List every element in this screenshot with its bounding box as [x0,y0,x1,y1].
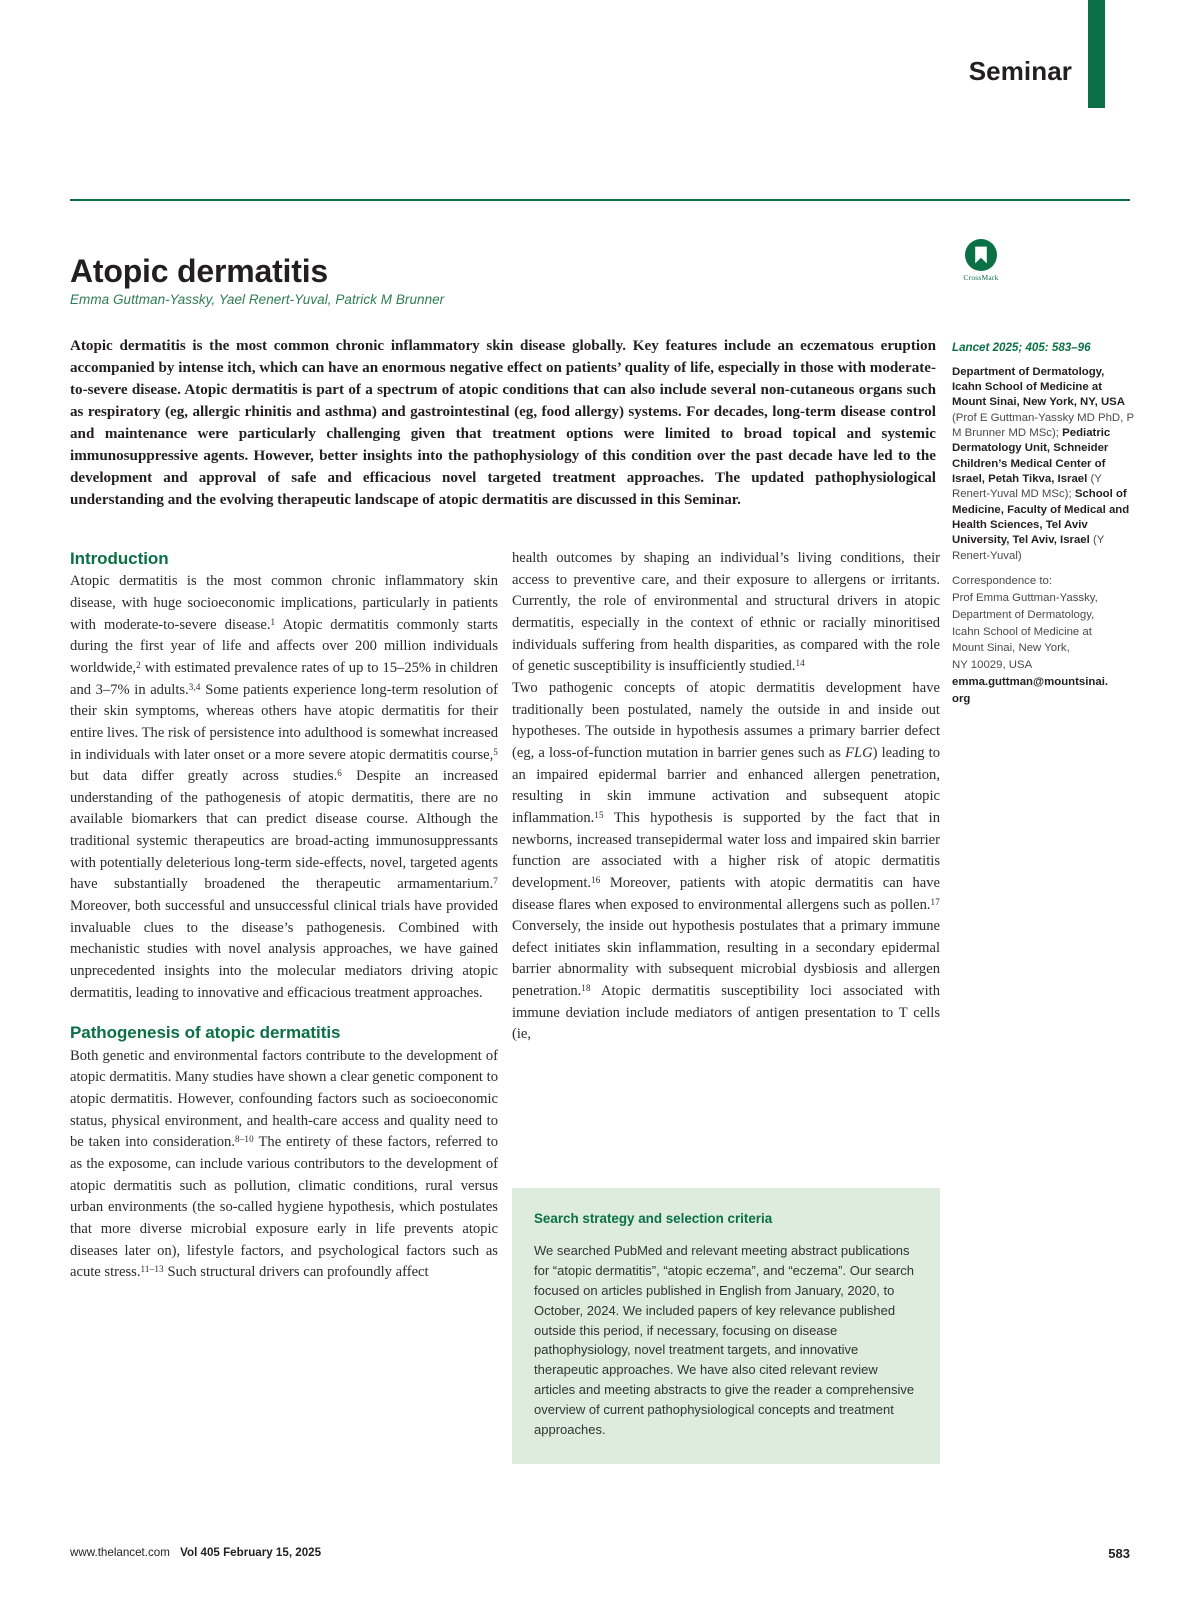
article-authors: Emma Guttman-Yassky, Yael Renert-Yuval, Patrick M Brunner [70,292,445,307]
search-strategy-text: We searched PubMed and relevant meeting abstract publications for “atopic dermatitis”, “atopic eczema”, and “eczema”. Our search focused on articles published in English from January, 2020, to October, 2024. We included papers of key relevance published outside this period, if necessary, focusing on disease pathophysiology, novel treatment targets, and innovative therapeutic approaches. We have also cited relevant review articles and meeting abstracts to give the reader a comprehensive overview of current pathophysiological concepts and treatment approaches. [534,1243,915,1437]
footer-page-number: 583 [1108,1546,1130,1561]
crossmark-badge[interactable] [952,238,1010,282]
body-column-left [70,548,498,1284]
crossmark-icon [952,238,1010,272]
header-divider-rule [70,199,1130,201]
footer-volume-date: Vol 405 February 15, 2025 [180,1546,322,1559]
running-head-label: Seminar [968,56,1072,86]
article-title: Atopic dermatitis [70,253,328,290]
paragraph-health-outcomes: health outcomes by shaping an individual’s living conditions, their access to preventive care, and their exposure to allergens or irritants. Currently, the role of environmental and structural drivers in atopic dermatitis, especially in the context of ethnic or racially minoritised individuals suffering from health disparities, as compared with the role of genetic susceptibility is insufficiently studied.$^{14}$ [512,550,940,675]
search-strategy-panel [512,1188,940,1464]
body-column-middle [512,548,940,1046]
running-head-accent-bar [1088,0,1105,108]
section-heading-pathogenesis: Pathogenesis of atopic dermatitis [70,1023,341,1043]
margin-notes-rail [952,340,1136,708]
footer-url[interactable]: www.thelancet.com [70,1546,170,1559]
journal-citation-line: Lancet 2025; 405: 583–96 [952,341,1091,354]
search-strategy-heading: Search strategy and selection criteria [534,1211,773,1226]
page-footer [70,1546,1130,1562]
running-head [0,0,1200,110]
paragraph-pathogenesis: Both genetic and environmental factors contribute to the development of atopic dermatitis. Many studies have shown a clear genetic component to atopic dermatitis. However, confounding factors such as socioeconomic status, physical environment, and health-care access and quality need to be taken into consideration.$^{8-10}$ The entirety of these factors, referred to as the exposome, can include various contributors to the development of atopic dermatitis such as pollution, climatic conditions, rural versus urban environments (the so-called hygiene hypothesis, which postulates that more diverse microbial exposure early in life prevents atopic diseases later on), lifestyle factors, and psychological factors such as acute stress.$^{11-13}$ Such structural drivers can profoundly affect [70,1047,498,1281]
paragraph-introduction: Atopic dermatitis is the most common chronic inflammatory skin disease, with huge socioeconomic implications, particularly in patients with moderate-to-severe disease.$^1$ Atopic dermatitis commonly starts during the first year of life and affects over 200 million individuals worldwide,$^2$ with estimated prevalence rates of up to 15–25% in children and 3–7% in adults.$^{3,4}$ Some patients experience long-term resolution of their skin symptoms, whereas others have atopic dermatitis for their entire lives. The risk of persistence into adulthood is somewhat increased in individuals with later onset or a more severe atopic dermatitis course,$^5$ but data differ greatly across studies.$^6$ Despite an increased understanding of the pathogenesis of atopic dermatitis, there are no available biomarkers that can predict disease course. Although the traditional systemic therapeutics are broad-acting immunosuppressants with potentially deleterious long-term side-effects, novel, targeted agents have substantially broadened the therapeutic armamentarium.$^7$ Moreover, both successful and unsuccessful clinical trials have provided invaluable clues to the disease’s pathogenesis. Combined with mechanistic studies with novel analysis approaches, we have gained unprecedented insights into the molecular mediators driving atopic dermatitis, leading to innovative and efficacious treatment approaches. [70,573,498,1001]
paragraph-two-pathogenic-concepts: Two pathogenic concepts of atopic dermatitis development have traditionally been postulated, namely the outside in and inside out hypotheses. The outside in hypothesis assumes a primary barrier defect (eg, a loss-of-function mutation in barrier genes such as FLG) leading to an impaired epidermal barrier and enhanced allergen penetration, resulting in skin immune activation and subsequent atopic inflammation.$^{15}$ This hypothesis is supported by the fact that in newborns, increased transepidermal water loss and impaired skin barrier function are associated with a higher risk of atopic dermatitis development.$^{16}$ Moreover, patients with atopic dermatitis can have disease flares when exposed to environmental allergens such as pollen.$^{17}$ Conversely, the inside out hypothesis postulates that a primary immune defect initiates skin inflammation, resulting in a secondary epidermal barrier abnormality with subsequent microbial dysbiosis and allergen penetration.$^{18}$ Atopic dermatitis susceptibility loci associated with immune deviation include mediators of antigen presentation to T cells (ie, [512,679,940,1043]
crossmark-label: CrossMark [963,273,999,282]
author-affiliations: Department of Dermatology, Icahn School of Medicine at Mount Sinai, New York, NY, USA (Prof E Guttman-Yassky MD PhD, P M Brunner MD MSc); Pediatric Dermatology Unit, Schneider Children’s Medical Center of Israel, Petah Tikva, Israel (Y Renert-Yuval MD MSc); School of Medicine, Faculty of Medical and Health Sciences, Tel Aviv University, Tel Aviv, Israel (Y Renert-Yuval) [952,365,1134,562]
correspondence-block: Correspondence to: Prof Emma Guttman-Yassky, Department of Dermatology, Icahn School of Medicine at Mount Sinai, New York, NY 10029, USA emma.guttman@mountsinai. org [952,574,1109,706]
section-heading-introduction: Introduction [70,549,169,568]
abstract-summary: Atopic dermatitis is the most common chronic inflammatory skin disease globally. Key features include an eczematous eruption accompanied by intense itch, which can have an enormous negative effect on patients’ quality of life, especially in those with moderate-to-severe disease. Atopic dermatitis is part of a spectrum of atopic conditions that can also include several non-cutaneous organs such as respiratory (eg, allergic rhinitis and asthma) and gastrointestinal (eg, food allergy) systems. For decades, long-term disease control and maintenance were particularly challenging given that treatment options were limited to broad topical and systemic immunosuppressive agents. However, better insights into the pathophysiology of this condition over the past decade have led to the development and approval of safe and efficacious novel targeted treatment approaches. The updated pathophysiological understanding and the evolving therapeutic landscape of atopic dermatitis are discussed in this Seminar. [70,338,936,508]
